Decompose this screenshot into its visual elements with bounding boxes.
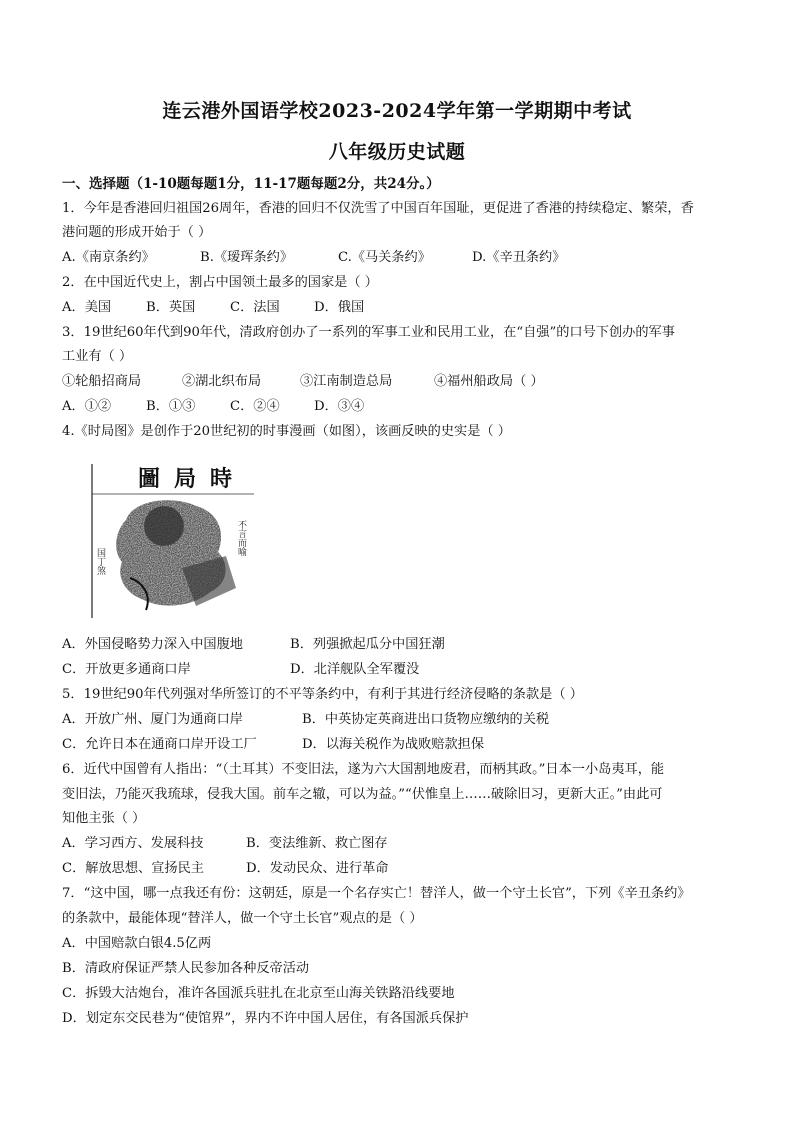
q3-option-c: C．②④	[230, 399, 280, 414]
q7-stem-line2: 的条款中，最能体现“替洋人，做一个守土长官”观点的是（ ）	[62, 911, 423, 926]
q1-option-d: D.《辛丑条约》	[472, 250, 566, 265]
q5-option-b: B．中英协定英商进出口货物应缴纳的关税	[302, 712, 550, 727]
q6-stem-line1: 6．近代中国曾有人指出：“（土耳其）不变旧法，遂为六大国割地废君，而柄其政。”日本一小岛夷耳，能	[62, 762, 665, 777]
q2-option-d: D．俄国	[314, 300, 365, 315]
cartoon-right-caption: 不言而喻	[236, 520, 246, 556]
q3-item-2: ②湖北织布局	[182, 374, 262, 389]
q1-option-a: A.《南京条约》	[62, 250, 155, 265]
q3-item-3: ③江南制造总局	[300, 374, 393, 389]
section-heading: 一、选择题（1-10题每题1分，11-17题每题2分，共24分。）	[62, 176, 440, 192]
q6-option-c: C．解放思想、宣扬民主	[62, 861, 204, 876]
q7-option-d: D．划定东交民巷为“使馆界”，界内不许中国人居住，有各国派兵保护	[62, 1011, 469, 1026]
q4-stem: 4.《时局图》是创作于20世纪初的时事漫画（如图），该画反映的史实是（ ）	[62, 424, 511, 439]
q4-options-row1	[62, 636, 752, 654]
shiju-tu-cartoon	[86, 460, 256, 620]
q5-options-row1	[62, 711, 752, 729]
exam-title: 连云港外国语学校2023-2024学年第一学期期中考试	[162, 100, 632, 122]
q6-options-row2	[62, 860, 752, 878]
bear-figure	[144, 506, 184, 546]
q6-option-a: A．学习西方、发展科技	[62, 836, 204, 851]
q1-stem-line2: 港问题的形成开始于（ ）	[62, 225, 212, 240]
q3-option-d: D．③④	[314, 399, 365, 414]
q6-stem-line3: 知他主张（ ）	[62, 811, 146, 826]
q5-option-c: C．允许日本在通商口岸开设工厂	[62, 737, 257, 752]
q1-stem-line1: 1．今年是香港回归祖国26周年，香港的回归不仅洗雪了中国百年国耻，更促进了香港的持续稳定、繁荣，香	[62, 201, 694, 216]
q2-option-b: B．英国	[146, 300, 196, 315]
q6-option-d: D．发动民众、进行革命	[246, 861, 389, 876]
q3-option-b: B．①③	[146, 399, 196, 414]
q2-stem: 2．在中国近代史上，割占中国领土最多的国家是（ ）	[62, 275, 378, 290]
q5-stem: 5．19世纪90年代列强对华所签订的不平等条约中，有利于其进行经济侵略的条款是（ ）	[62, 687, 583, 702]
exam-subtitle: 八年级历史试题	[328, 141, 466, 163]
q7-option-b: B．清政府保证严禁人民参加各种反帝活动	[62, 961, 310, 976]
q3-item-4: ④福州船政局（ ）	[434, 374, 544, 389]
q1-options	[62, 249, 752, 267]
q4-option-c: C．开放更多通商口岸	[62, 662, 191, 677]
q1-option-c: C.《马关条约》	[338, 250, 431, 265]
q1-option-b: B.《瑷珲条约》	[200, 250, 294, 265]
q5-option-d: D．以海关税作为战败赔款担保	[302, 737, 485, 752]
cartoon-title: 圖局時	[138, 466, 247, 492]
q5-options-row2	[62, 736, 752, 754]
q3-stem-line2: 工业有（ ）	[62, 349, 133, 364]
q3-stem-line1: 3．19世纪60年代到90年代，清政府创办了一系列的军事工业和民用工业，在“自强”的口号下创办的军事	[62, 325, 675, 340]
q4-options-row2	[62, 661, 752, 679]
q3-items	[62, 373, 752, 391]
q5-option-a: A．开放广州、厦门为通商口岸	[62, 712, 243, 727]
q7-option-c: C．拆毁大沽炮台，准许各国派兵驻扎在北京至山海关铁路沿线要地	[62, 986, 455, 1001]
q4-option-a: A．外国侵略势力深入中国腹地	[62, 637, 243, 652]
q2-option-a: A．美国	[62, 300, 112, 315]
q3-item-1: ①轮船招商局	[62, 374, 142, 389]
q3-options	[62, 398, 752, 416]
q7-stem-line1: 7．“这中国，哪一点我还有份：这朝廷，原是一个名存实亡！替洋人，做一个守土长官”，下列《辛丑条约》	[62, 886, 691, 901]
q3-option-a: A．①②	[62, 399, 112, 414]
q4-option-b: B．列强掀起瓜分中国狂潮	[290, 637, 445, 652]
q6-stem-line2: 变旧法，乃能灭我琉球，侵我大国。前车之辙，可以为益。”“伏惟皇上……破除旧习，更新大正。”由此可	[62, 787, 663, 802]
q4-option-d: D．北洋舰队全军覆没	[290, 662, 420, 677]
cartoon-left-caption: 国丁煞	[95, 548, 105, 575]
q6-option-b: B．变法维新、救亡图存	[246, 836, 388, 851]
q7-option-a: A．中国赔款白银4.5亿两	[62, 936, 212, 951]
q6-options-row1	[62, 835, 752, 853]
q2-option-c: C．法国	[230, 300, 280, 315]
q2-options	[62, 299, 752, 317]
